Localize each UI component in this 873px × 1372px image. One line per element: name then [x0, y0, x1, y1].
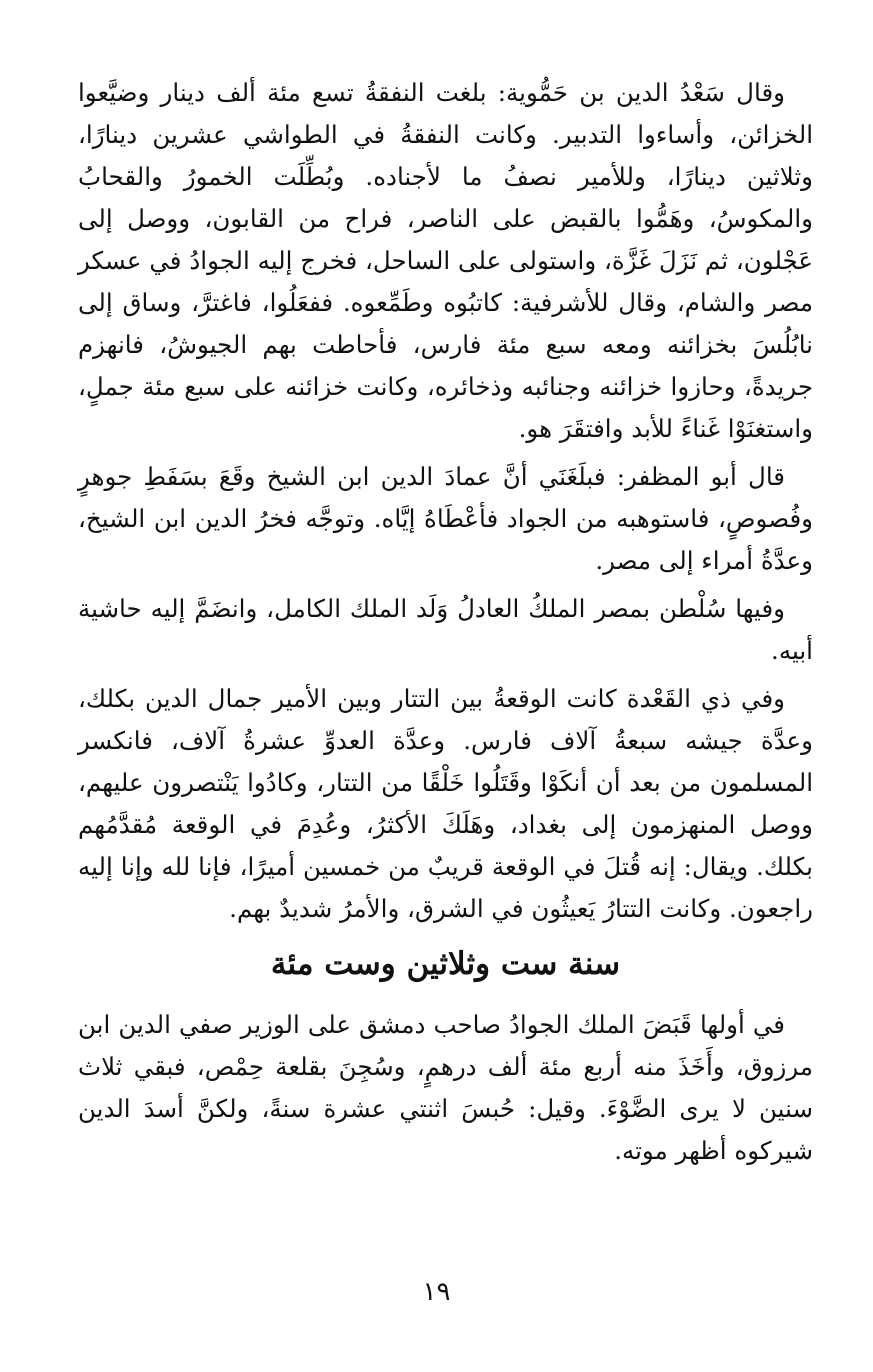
paragraph-saad-al-din: وقال سَعْدُ الدين بن حَمُّوية: بلغت النفقةُ تسع مئة ألف دينار وضيَّعوا الخزائن، وأساءوا التدبير. وكانت النفقةُ في الطواشي عشرين دينارًا، وثلاثين دينارًا، وللأمير نصفُ ما لأجناده. وبُطِّلَت الخمورُ والقحابُ والمكوسُ، وهَمُّوا بالقبض على الناصر، فراح من القابون، ووصل إلى عَجْلون، ثم نَزَلَ غَزَّة، واستولى على الساحل، فخرج إليه الجوادُ في عسكر مصر والشام، وقال للأشرفية: كاتبُوه وطَمِّعوه. ففعَلُوا، فاغترَّ، وساق إلى نابُلُسَ بخزائنه ومعه سبع مئة فارس، فأحاطت بهم الجيوشُ، فانهزم جريدةً، وحازوا خزائنه وجنائبه وذخائره، وكانت خزائنه على سبع مئة جملٍ، واستغنَوْا غَناءً للأبد وافتقَرَ هو. — [78, 78, 813, 443]
page-number: ١٩ — [422, 1277, 451, 1307]
paragraph-year-start: في أولها قَبَضَ الملك الجوادُ صاحب دمشق على الوزير صفي الدين ابن مرزوق، وأَخَذَ منه أربع مئة ألف درهمٍ، وسُجِنَ بقلعة حِمْص، فبقي ثلاث سنين لا يرى الضَّوْءَ. وقيل: حُبسَ اثنتي عشرة سنةً، ولكنَّ أسدَ الدين شيركوه أظهر موته. — [78, 1010, 813, 1165]
paragraph-tatar-battle: وفي ذي القَعْدة كانت الوقعةُ بين التتار وبين الأمير جمال الدين بكلك، وعدَّة جيشه سبعةُ آلاف فارس. وعدَّة العدوِّ عشرةُ آلاف، فانكسر المسلمون من بعد أن أنكَوْا وقَتَلُوا خَلْقًا من التتار، وكادُوا يَنْتصرون عليهم، ووصل المنهزمون إلى بغداد، وهَلَكَ الأكثرُ، وعُدِمَ في الوقعة مُقدَّمُهم بكلك. ويقال: إنه قُتلَ في الوقعة قريبٌ من خمسين أميرًا، فإنا لله وإنا إليه راجعون. وكانت التتارُ يَعيثُون في الشرق، والأمرُ شديدٌ بهم. — [78, 684, 813, 923]
paragraph-sultanate-egypt: وفيها سُلْطن بمصر الملكُ العادلُ وَلَد الملك الكامل، وانضَمَّ إليه حاشية أبيه. — [78, 594, 813, 665]
book-page — [78, 72, 813, 1178]
section-title: سنة ست وثلاثين وست مئة — [270, 946, 621, 982]
paragraph-abu-al-muzaffar: قال أبو المظفر: فبلَغَنَي أنَّ عمادَ الدين ابن الشيخ وقَعَ بسَفَطِ جوهرٍ وفُصوصٍ، فاستوهبه من الجواد فأعْطَاهُ إيَّاه. وتوجَّه فخرُ الدين ابن الشيخ، وعدَّةُ أمراء إلى مصر. — [78, 462, 813, 575]
